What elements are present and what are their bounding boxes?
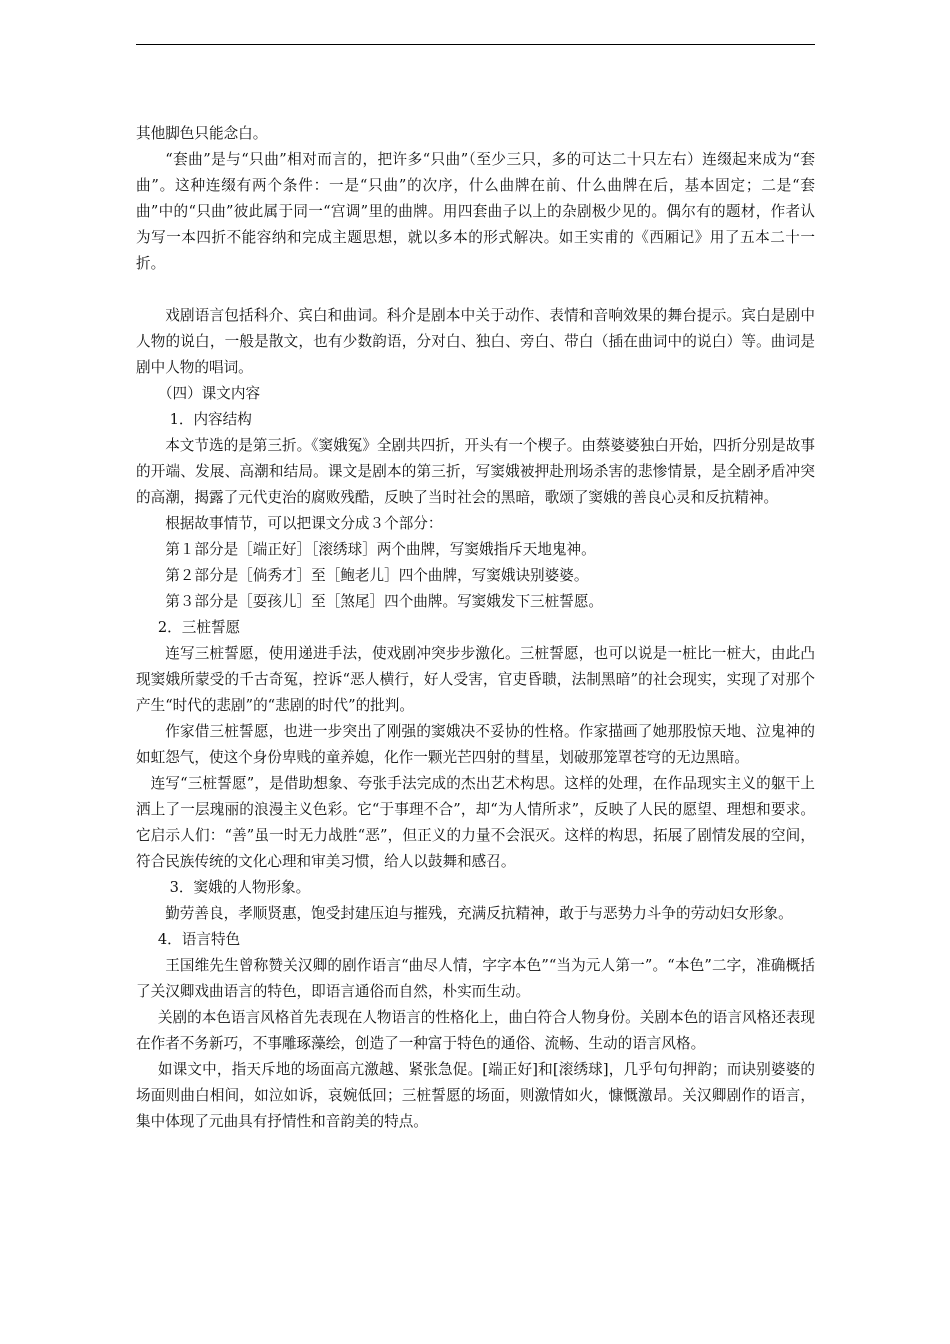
header-rule [136,44,815,45]
subsection-heading: 3．窦娥的人物形象。 [169,879,311,896]
paragraph: “套曲”是与“只曲”相对而言的，把许多“只曲”（至少三只，多的可达二十只左右）连缀起来成为“套曲”。这种连缀有两个条件：一是“只曲”的次序，什么曲牌在前、什么曲牌在后，基本固定；二是“套曲”中的“只曲”彼此属于同一“宫调”里的曲牌。用四套曲子以上的杂剧极少见的。偶尔有的题材，作者认为写一本四折不能容纳和完成主题思想，就以多本的形式解决。如王实甫的《西厢记》用了五本二十一折。 [136,151,815,272]
paragraph: 勤劳善良，孝顺贤惠，饱受封建压迫与摧残，充满反抗精神，敢于与恶势力斗争的劳动妇女形象。 [165,905,793,922]
subsection-heading: 1．内容结构 [169,411,252,428]
paragraph: 王国维先生曾称赞关汉卿的剧作语言“曲尽人情，字字本色”“当为元人第一”。“本色”二字，准确概括了关汉卿戏曲语言的特色，即语言通俗而自然，朴实而生动。 [136,957,815,1000]
paragraph: 连写“三桩誓愿”，是借助想象、夸张手法完成的杰出艺术构思。这样的处理，在作品现实主义的躯干上洒上了一层瑰丽的浪漫主义色彩。它“于事理不合”，却“为人情所求”，反映了人民的愿望、理想和要求。它启示人们：“善”虽一时无力战胜“恶”，但正义的力量不会泯灭。这样的构思，拓展了剧情发展的空间，符合民族传统的文化心理和审美习惯，给人以鼓舞和感召。 [136,775,815,870]
paragraph-gap [136,277,815,303]
list-item: 第３部分是［耍孩儿］至［煞尾］四个曲牌。写窦娥发下三桩誓愿。 [165,593,604,610]
paragraph: 戏剧语言包括科介、宾白和曲词。科介是剧本中关于动作、表情和音响效果的舞台提示。宾白是剧中人物的说白，一般是散文，也有少数韵语，分对白、独白、旁白、带白（插在曲词中的说白）等。曲词是剧中人物的唱词。 [136,307,815,376]
paragraph: 根据故事情节，可以把课文分成３个部分： [165,515,443,532]
paragraph: 关剧的本色语言风格首先表现在人物语言的性格化上，曲白符合人物身份。关剧本色的语言风格还表现在作者不务新巧，不事雕琢藻绘，创造了一种富于特色的通俗、流畅、生动的语言风格。 [136,1009,815,1052]
subsection-heading: 2．三桩誓愿 [157,619,241,636]
list-item: 第１部分是［端正好］［滚绣球］两个曲牌，写窦娥指斥天地鬼神。 [165,541,596,558]
paragraph: 连写三桩誓愿，使用递进手法，使戏剧冲突步步激化。三桩誓愿，也可以说是一桩比一桩大，由此凸现窦娥所蒙受的千古奇冤，控诉“恶人横行，好人受害，官吏昏聩，法制黑暗”的社会现实，实现了对那个产生“时代的悲剧”的“悲剧的时代”的批判。 [136,645,815,714]
paragraph: 其他脚色只能念白。 [136,125,268,142]
list-item: 第２部分是［倘秀才］至［鲍老儿］四个曲牌，写窦娥诀别婆婆。 [165,567,589,584]
section-heading: （四）课文内容 [157,385,261,402]
paragraph: 本文节选的是第三折。《窦娥冤》全剧共四折，开头有一个楔子。由蔡婆婆独白开始，四折分别是故事的开端、发展、高潮和结局。课文是剧本的第三折，写窦娥被押赴刑场杀害的悲惨情景，是全剧矛盾冲突的高潮，揭露了元代吏治的腐败残酷，反映了当时社会的黑暗，歌颂了窦娥的善良心灵和反抗精神。 [136,437,815,506]
subsection-heading: 4．语言特色 [157,931,241,948]
paragraph: 作家借三桩誓愿，也进一步突出了刚强的窦娥决不妥协的性格。作家描画了她那股惊天地、泣鬼神的如虹怨气，使这个身份卑贱的童养媳，化作一颗光芒四射的彗星，划破那笼罩苍穹的无边黑暗。 [136,723,815,766]
paragraph: 如课文中，指天斥地的场面高亢激越、紧张急促。[端正好]和[滚绣球]，几乎句句押韵；而诀别婆婆的场面则曲白相间，如泣如诉，哀婉低回；三桩誓愿的场面，则激情如火，慷慨激昂。关汉卿剧作的语言，集中体现了元曲具有抒情性和音韵美的特点。 [136,1061,815,1130]
document-body [136,121,815,1135]
